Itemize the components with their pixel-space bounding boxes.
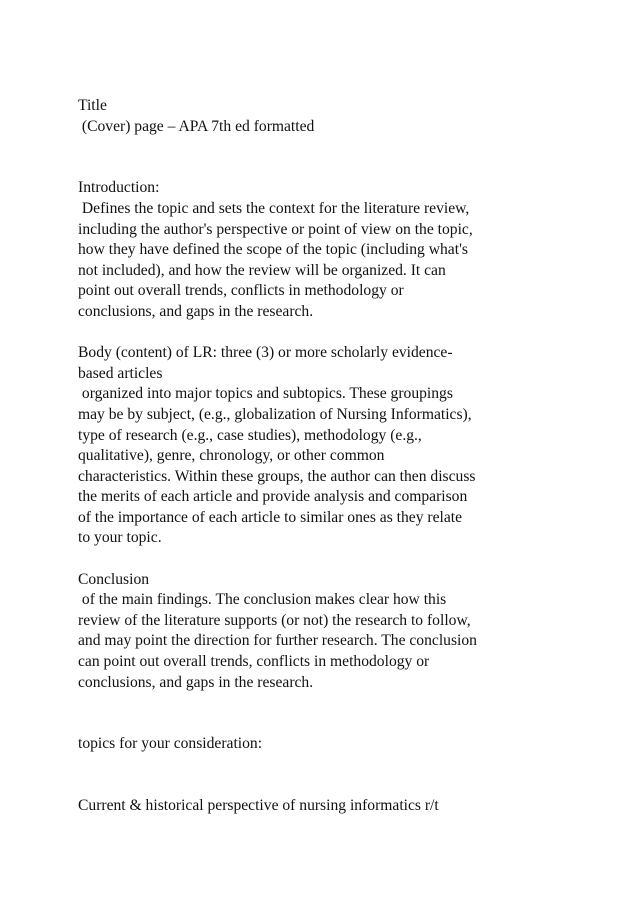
body-text-line: the merits of each article and provide analysis and comparison [78, 488, 468, 506]
blank-line [78, 714, 578, 735]
blank-line [78, 549, 578, 570]
blank-line [78, 776, 578, 797]
heading-body-continued: based articles [78, 364, 163, 382]
introduction-text-line: including the author's perspective or point of view on the topic, [78, 220, 473, 238]
conclusion-text-line: and may point the direction for further research. The conclusion [78, 632, 477, 650]
introduction-text-line: not included), and how the review will be organized. It can [78, 261, 446, 279]
heading-title: Title [78, 97, 107, 114]
body-text-line: organized into major topics and subtopics. These groupings [78, 385, 453, 403]
body-text-line: characteristics. Within these groups, the author can then discuss [78, 467, 476, 485]
conclusion-text-line: of the main findings. The conclusion makes clear how this [78, 591, 447, 609]
introduction-text-line: conclusions, and gaps in the research. [78, 302, 314, 320]
heading-conclusion: Conclusion [78, 570, 150, 588]
introduction-text-line: point out overall trends, conflicts in methodology or [78, 282, 404, 300]
heading-topics: topics for your consideration: [78, 735, 263, 753]
conclusion-text-line: conclusions, and gaps in the research. [78, 673, 314, 691]
blank-line [78, 323, 578, 344]
heading-body: Body (content) of LR: three (3) or more scholarly evidence- [78, 344, 453, 362]
conclusion-text-line: review of the literature supports (or not) the research to follow, [78, 611, 471, 629]
title-description: (Cover) page – APA 7th ed formatted [78, 117, 315, 135]
body-text-line: may be by subject, (e.g., globalization of Nursing Informatics), [78, 405, 472, 423]
introduction-text-line: Defines the topic and sets the context for the literature review, [78, 199, 470, 217]
body-text-line: qualitative), genre, chronology, or other common [78, 447, 385, 465]
topic-text-line: Current & historical perspective of nursing informatics r/t [78, 797, 439, 815]
introduction-text-line: how they have defined the scope of the topic (including what's [78, 241, 468, 259]
body-text-line: type of research (e.g., case studies), methodology (e.g., [78, 426, 422, 444]
blank-line [78, 158, 578, 179]
blank-line [78, 693, 578, 714]
document-body [78, 96, 578, 817]
body-text-line: of the importance of each article to similar ones as they relate [78, 508, 463, 526]
body-text-line: to your topic. [78, 529, 162, 547]
blank-line [78, 137, 578, 158]
heading-introduction: Introduction: [78, 179, 160, 197]
blank-line [78, 755, 578, 776]
conclusion-text-line: can point out overall trends, conflicts in methodology or [78, 653, 430, 671]
